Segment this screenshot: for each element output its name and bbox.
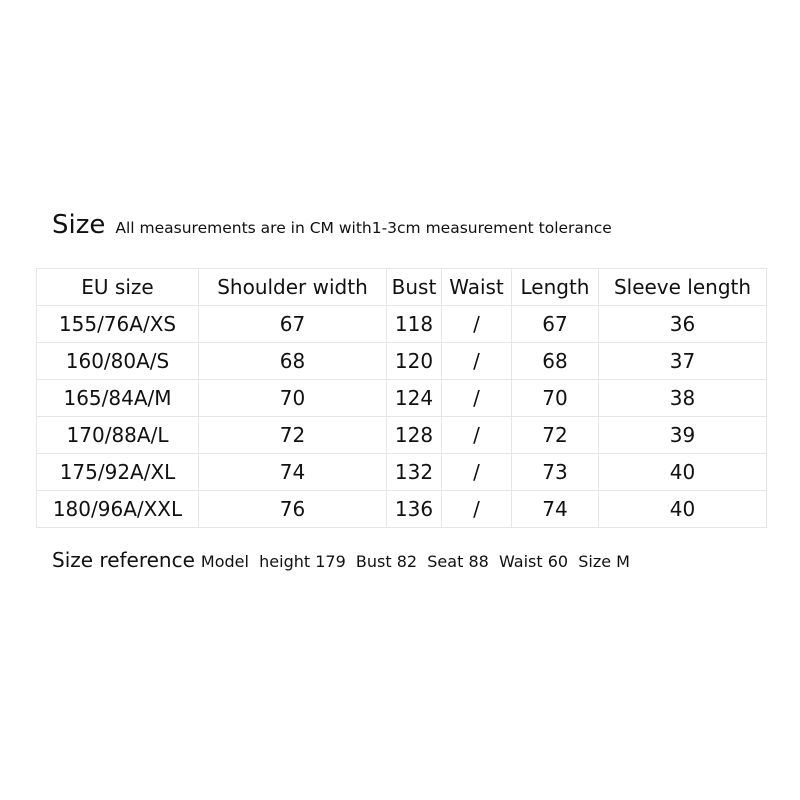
cell-eu-size: 170/88A/L	[37, 417, 199, 454]
cell-shoulder-width: 72	[199, 417, 387, 454]
cell-sleeve-length: 36	[599, 306, 767, 343]
cell-bust: 136	[387, 491, 442, 528]
cell-shoulder-width: 76	[199, 491, 387, 528]
cell-sleeve-length: 40	[599, 491, 767, 528]
table-row	[37, 306, 767, 343]
size-heading	[52, 212, 612, 238]
table-row	[37, 417, 767, 454]
header-bust: Bust	[387, 269, 442, 306]
cell-eu-size: 180/96A/XXL	[37, 491, 199, 528]
table-row	[37, 380, 767, 417]
cell-eu-size: 160/80A/S	[37, 343, 199, 380]
cell-eu-size: 165/84A/M	[37, 380, 199, 417]
cell-waist: /	[442, 454, 512, 491]
size-reference-details: Model height 179 Bust 82 Seat 88 Waist 60 Size M	[200, 552, 630, 571]
cell-sleeve-length: 38	[599, 380, 767, 417]
cell-shoulder-width: 67	[199, 306, 387, 343]
cell-waist: /	[442, 491, 512, 528]
header-shoulder-width: Shoulder width	[199, 269, 387, 306]
table-row	[37, 454, 767, 491]
size-reference-title: Size reference	[52, 548, 195, 572]
header-waist: Waist	[442, 269, 512, 306]
table-row	[37, 343, 767, 380]
cell-length: 70	[512, 380, 599, 417]
cell-waist: /	[442, 306, 512, 343]
cell-length: 68	[512, 343, 599, 380]
cell-length: 73	[512, 454, 599, 491]
size-chart-table	[36, 268, 767, 528]
cell-length: 67	[512, 306, 599, 343]
cell-bust: 124	[387, 380, 442, 417]
cell-waist: /	[442, 417, 512, 454]
table-row	[37, 491, 767, 528]
cell-shoulder-width: 74	[199, 454, 387, 491]
table-header-row	[37, 269, 767, 306]
header-eu-size: EU size	[37, 269, 199, 306]
cell-length: 74	[512, 491, 599, 528]
size-reference	[52, 550, 630, 570]
cell-eu-size: 155/76A/XS	[37, 306, 199, 343]
size-title: Size	[52, 210, 106, 240]
header-sleeve-length: Sleeve length	[599, 269, 767, 306]
tolerance-note: All measurements are in CM with1-3cm measurement tolerance	[115, 219, 612, 237]
cell-waist: /	[442, 343, 512, 380]
cell-sleeve-length: 37	[599, 343, 767, 380]
cell-length: 72	[512, 417, 599, 454]
cell-bust: 120	[387, 343, 442, 380]
cell-waist: /	[442, 380, 512, 417]
cell-bust: 132	[387, 454, 442, 491]
cell-bust: 128	[387, 417, 442, 454]
cell-shoulder-width: 68	[199, 343, 387, 380]
cell-sleeve-length: 40	[599, 454, 767, 491]
cell-shoulder-width: 70	[199, 380, 387, 417]
header-length: Length	[512, 269, 599, 306]
cell-eu-size: 175/92A/XL	[37, 454, 199, 491]
cell-bust: 118	[387, 306, 442, 343]
cell-sleeve-length: 39	[599, 417, 767, 454]
